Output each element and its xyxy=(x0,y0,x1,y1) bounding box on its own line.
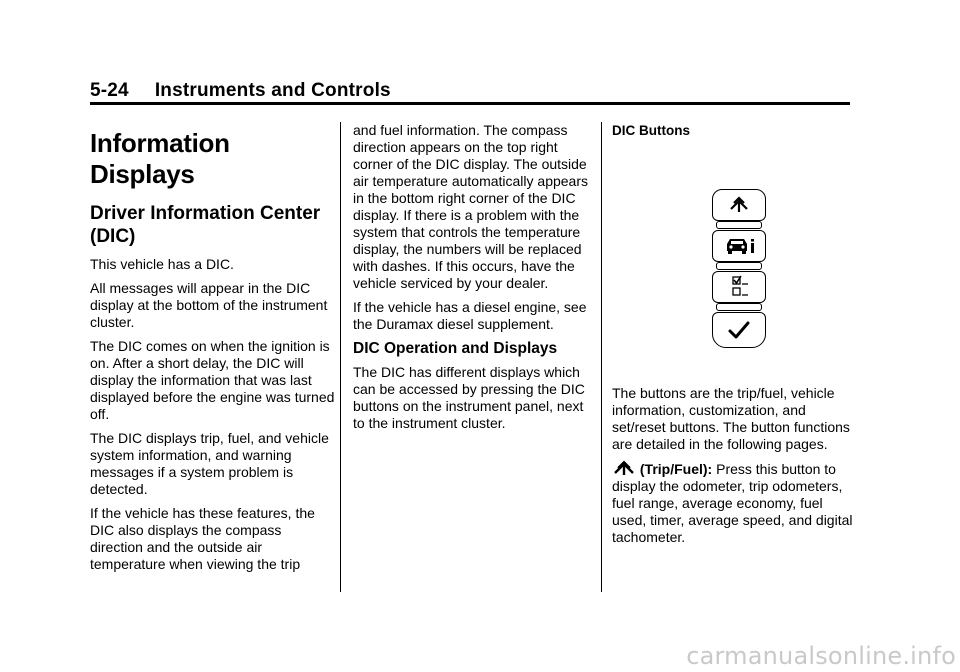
trip-fuel-description xyxy=(612,460,857,546)
body-paragraph: If the vehicle has these features, the DIC also displays the compass direction and the outside air temperature when viewing the trip xyxy=(90,505,315,572)
dic-buttons-figure xyxy=(612,149,857,345)
body-paragraph: The DIC displays trip, fuel, and vehicle system information, and warning messages if a system problem is detected. xyxy=(90,430,329,497)
section-heading: Driver Information Center (DIC) xyxy=(90,203,321,247)
set-reset-check-icon xyxy=(713,313,765,347)
button-separator xyxy=(716,303,762,311)
vehicle-info-button xyxy=(712,230,766,262)
trip-fuel-icon xyxy=(612,460,636,476)
subsection-heading: DIC Operation and Displays xyxy=(353,340,558,357)
column-divider xyxy=(601,122,602,592)
figure-caption: DIC Buttons xyxy=(612,123,690,138)
trip-fuel-text: Press this button to display the odometer, trip odometers, fuel range, average economy, fuel used, timer, average speed, and digital tachometer. xyxy=(612,461,853,545)
section-title: Instruments and Controls xyxy=(154,80,391,101)
header-rule xyxy=(90,102,850,105)
customization-button xyxy=(712,271,766,303)
body-paragraph: The DIC has different displays which can be accessed by pressing the DIC buttons on the instrument panel, next to the instrument cluster. xyxy=(353,364,585,431)
trip-fuel-icon xyxy=(713,190,765,220)
column-2 xyxy=(353,122,598,439)
watermark: carmanualsonline.info xyxy=(686,642,956,670)
column-divider xyxy=(340,122,341,592)
trip-fuel-button xyxy=(712,189,766,221)
body-paragraph: The buttons are the trip/fuel, vehicle information, customization, and set/reset buttons. The button functions are detailed in the following pages. xyxy=(612,385,850,452)
column-3 xyxy=(612,122,857,553)
dic-button-panel xyxy=(709,189,771,359)
trip-fuel-label: (Trip/Fuel): xyxy=(639,461,713,477)
page-title: Information Displays xyxy=(90,128,230,189)
vehicle-info-icon xyxy=(713,231,765,261)
body-paragraph: and fuel information. The compass direction appears on the top right corner of the DIC display. The outside air temperature automatically appears in the bottom right corner of the DIC display. If there is a problem with the system that controls the temperature display, the numbers will be replaced with dashes. If this occurs, have the vehicle serviced by your dealer. xyxy=(353,122,589,291)
customization-icon xyxy=(713,272,765,302)
set-reset-button xyxy=(712,312,766,348)
body-paragraph: The DIC comes on when the ignition is on. After a short delay, the DIC will display the information that was last displayed before the engine was turned off. xyxy=(90,338,335,422)
body-paragraph: All messages will appear in the DIC display at the bottom of the instrument cluster. xyxy=(90,280,328,330)
button-separator xyxy=(716,221,762,229)
column-1 xyxy=(90,122,335,580)
button-separator xyxy=(716,262,762,270)
body-paragraph: If the vehicle has a diesel engine, see the Duramax diesel supplement. xyxy=(353,299,587,332)
page-header xyxy=(90,80,391,102)
body-paragraph: This vehicle has a DIC. xyxy=(90,256,234,272)
page-number: 5-24 xyxy=(90,80,129,101)
